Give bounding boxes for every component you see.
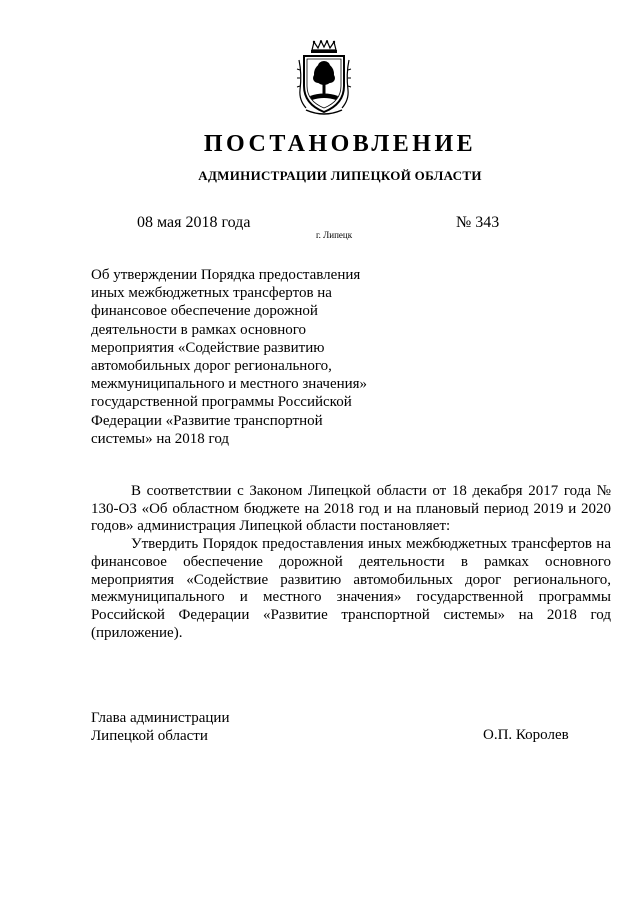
subject-line: финансовое обеспечение дорожной	[91, 303, 318, 320]
subject-line: мероприятия «Содействие развитию	[91, 339, 325, 356]
signatory-position-line: Глава администрации	[91, 710, 230, 726]
issuing-authority: АДМИНИСТРАЦИИ ЛИПЕЦКОЙ ОБЛАСТИ	[198, 168, 482, 183]
document-city: г. Липецк	[316, 230, 353, 240]
subject-line: межмуниципального и местного значения»	[91, 376, 368, 393]
subject-line: Федерации «Развитие транспортной	[91, 412, 323, 429]
signatory-position-line: Липецкой области	[91, 728, 208, 744]
subject-line: деятельности в рамках основного	[91, 321, 307, 338]
subject-line: автомобильных дорог регионального,	[91, 358, 332, 375]
document-title: ПОСТАНОВЛЕНИЕ	[203, 131, 477, 157]
signatory-position	[91, 709, 229, 745]
document-body	[91, 483, 611, 642]
subject-line: иных межбюджетных трансфертов на	[91, 285, 332, 302]
body-paragraph-preamble: В соответствии с Законом Липецкой области от 18 декабря 2017 года № 130-ОЗ «Об областном бюджете на 2018 год и на плановый период 2019 и 2020 годов» администрация Липецкой области постановляет:	[91, 483, 611, 535]
signatory-name: О.П. Королев	[483, 727, 569, 743]
subject-line: системы» на 2018 год	[91, 430, 230, 447]
body-paragraph-resolution: Утвердить Порядок предоставления иных межбюджетных трансфертов на финансовое обеспечение дорожной деятельности в рамках основного мероприятия «Содействие развитию автомобильных дорог регионального, межмуниципального и местного значения» государственной программы Российской Федерации «Развитие транспортной системы» на 2018 год (приложение).	[91, 536, 611, 641]
document-number: № 343	[456, 214, 500, 231]
coat-of-arms-icon	[296, 40, 352, 118]
document-date: 08 мая 2018 года	[137, 214, 251, 231]
subject-line: Об утверждении Порядка предоставления	[91, 267, 361, 283]
document-subject	[91, 266, 391, 448]
subject-line: государственной программы Российской	[91, 394, 352, 411]
